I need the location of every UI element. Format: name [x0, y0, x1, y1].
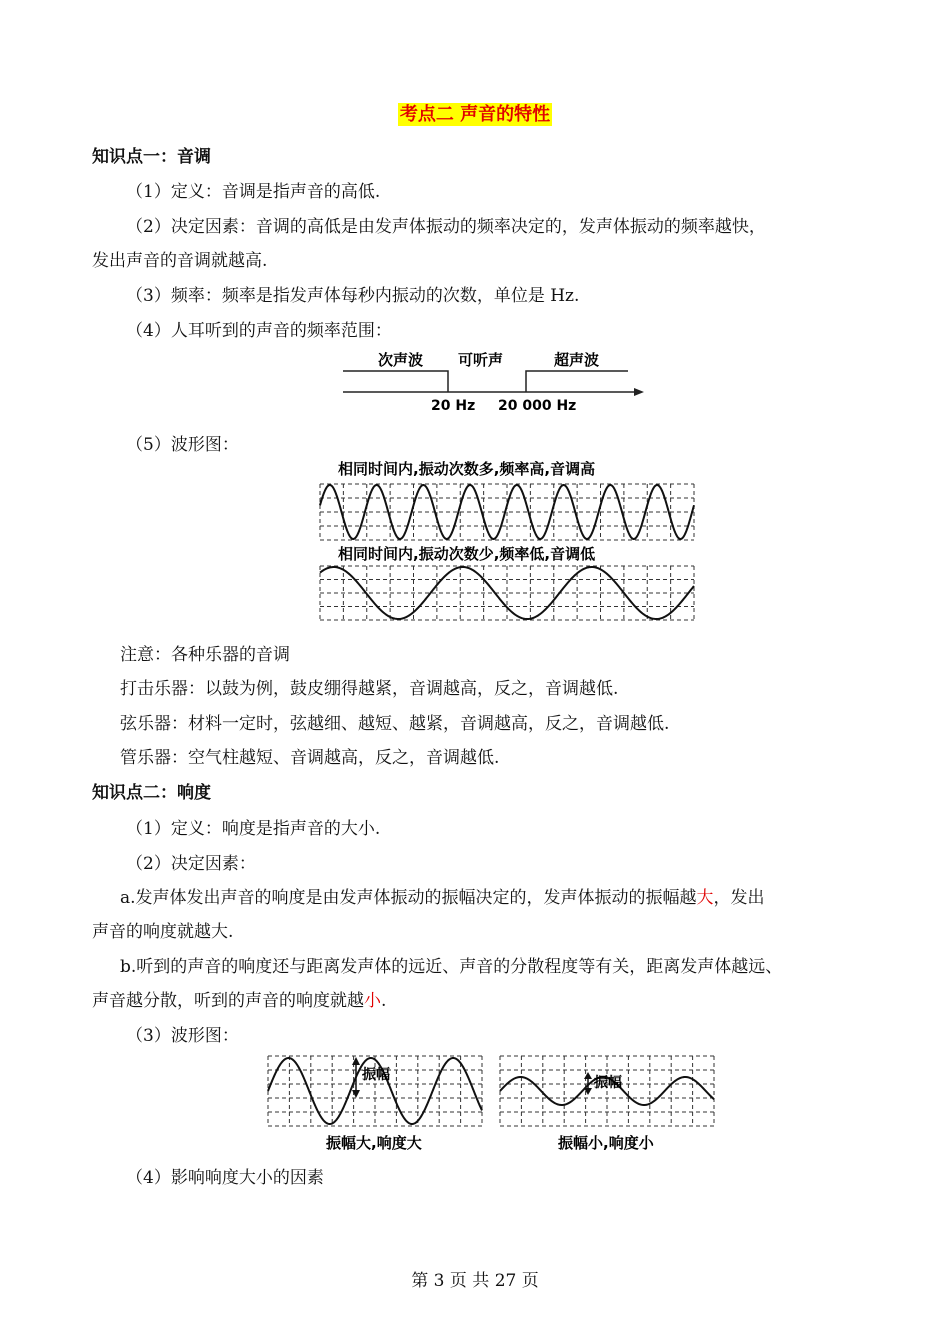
answer-small: 小	[364, 991, 381, 1011]
low-pitch-caption: 相同时间内,振动次数少,频率低,音调低	[338, 545, 596, 563]
pitch-factor-line1: （2）决定因素：音调的高低是由发声体振动的频率决定的，发声体振动的频率越快，	[126, 217, 766, 237]
loudness-definition: （1）定义：响度是指声音的大小.	[126, 819, 381, 839]
audible-label: 可听声	[458, 351, 504, 369]
low-pitch-grid	[320, 566, 694, 620]
loudness-factor-label: （2）决定因素：	[126, 854, 256, 874]
note-percussion: 打击乐器：以鼓为例，鼓皮绷得越紧，音调越高，反之，音调越低.	[120, 679, 619, 699]
answer-large: 大	[696, 888, 714, 908]
pitch-waveform-figure	[316, 458, 698, 624]
loudness-factor-a-line1	[120, 883, 765, 908]
small-amplitude-grid	[500, 1056, 714, 1126]
frequency-definition: （3）频率：频率是指发声体每秒内振动的次数，单位是 Hz.	[126, 286, 580, 306]
factor-a-tail: ，发出	[713, 888, 765, 908]
heading-loudness: 知识点二：响度	[92, 783, 211, 803]
factor-b-text: 声音越分散，听到的声音的响度就越	[92, 991, 364, 1011]
hearing-range-label: （4）人耳听到的声音的频率范围：	[126, 321, 392, 341]
heading-pitch: 知识点一：音调	[92, 147, 211, 167]
ultrasound-label: 超声波	[554, 351, 600, 369]
factor-a-text: a.发声体发出声音的响度是由发声体振动的振幅决定的，发声体振动的振幅越	[120, 888, 697, 908]
infrasound-label: 次声波	[378, 351, 424, 369]
loudness-influence-label: （4）影响响度大小的因素	[126, 1168, 324, 1188]
large-amplitude-caption: 振幅大,响度大	[326, 1134, 422, 1152]
tick-20hz: 20 Hz	[431, 398, 476, 414]
note-heading: 注意：各种乐器的音调	[120, 645, 290, 665]
amplitude-label-large: 振幅	[362, 1067, 390, 1083]
high-pitch-grid	[320, 484, 694, 540]
section-title	[0, 100, 950, 126]
waveform-label-loudness: （3）波形图：	[126, 1026, 239, 1046]
frequency-range-diagram	[338, 344, 648, 416]
amplitude-label-small: 振幅	[594, 1075, 622, 1091]
loudness-factor-b-line1: b.听到的声音的响度还与距离发声体的远近、声音的分散程度等有关，距离发声体越远、	[120, 957, 783, 977]
high-pitch-caption: 相同时间内,振动次数多,频率高,音调高	[338, 460, 596, 478]
note-strings: 弦乐器：材料一定时，弦越细、越短、越紧，音调越高，反之，音调越低.	[120, 714, 670, 734]
note-wind: 管乐器：空气柱越短、音调越高，反之，音调越低.	[120, 748, 500, 768]
axis-arrow-icon	[634, 388, 644, 396]
loudness-factor-b-line2	[92, 986, 386, 1011]
title-highlight: 考点二 声音的特性	[399, 104, 551, 125]
page-footer: 第 3 页 共 27 页	[411, 1271, 539, 1291]
waveform-label-pitch: （5）波形图：	[126, 435, 239, 455]
pitch-definition: （1）定义：音调是指声音的高低.	[126, 182, 381, 202]
pitch-factor-line2: 发出声音的音调就越高.	[92, 251, 268, 271]
loudness-factor-a-line2: 声音的响度就越大.	[92, 922, 234, 942]
tick-20000hz: 20 000 Hz	[498, 398, 577, 414]
amplitude-waveform-figure	[264, 1052, 720, 1152]
small-amplitude-caption: 振幅小,响度小	[558, 1134, 654, 1152]
factor-b-tail: .	[381, 991, 387, 1011]
